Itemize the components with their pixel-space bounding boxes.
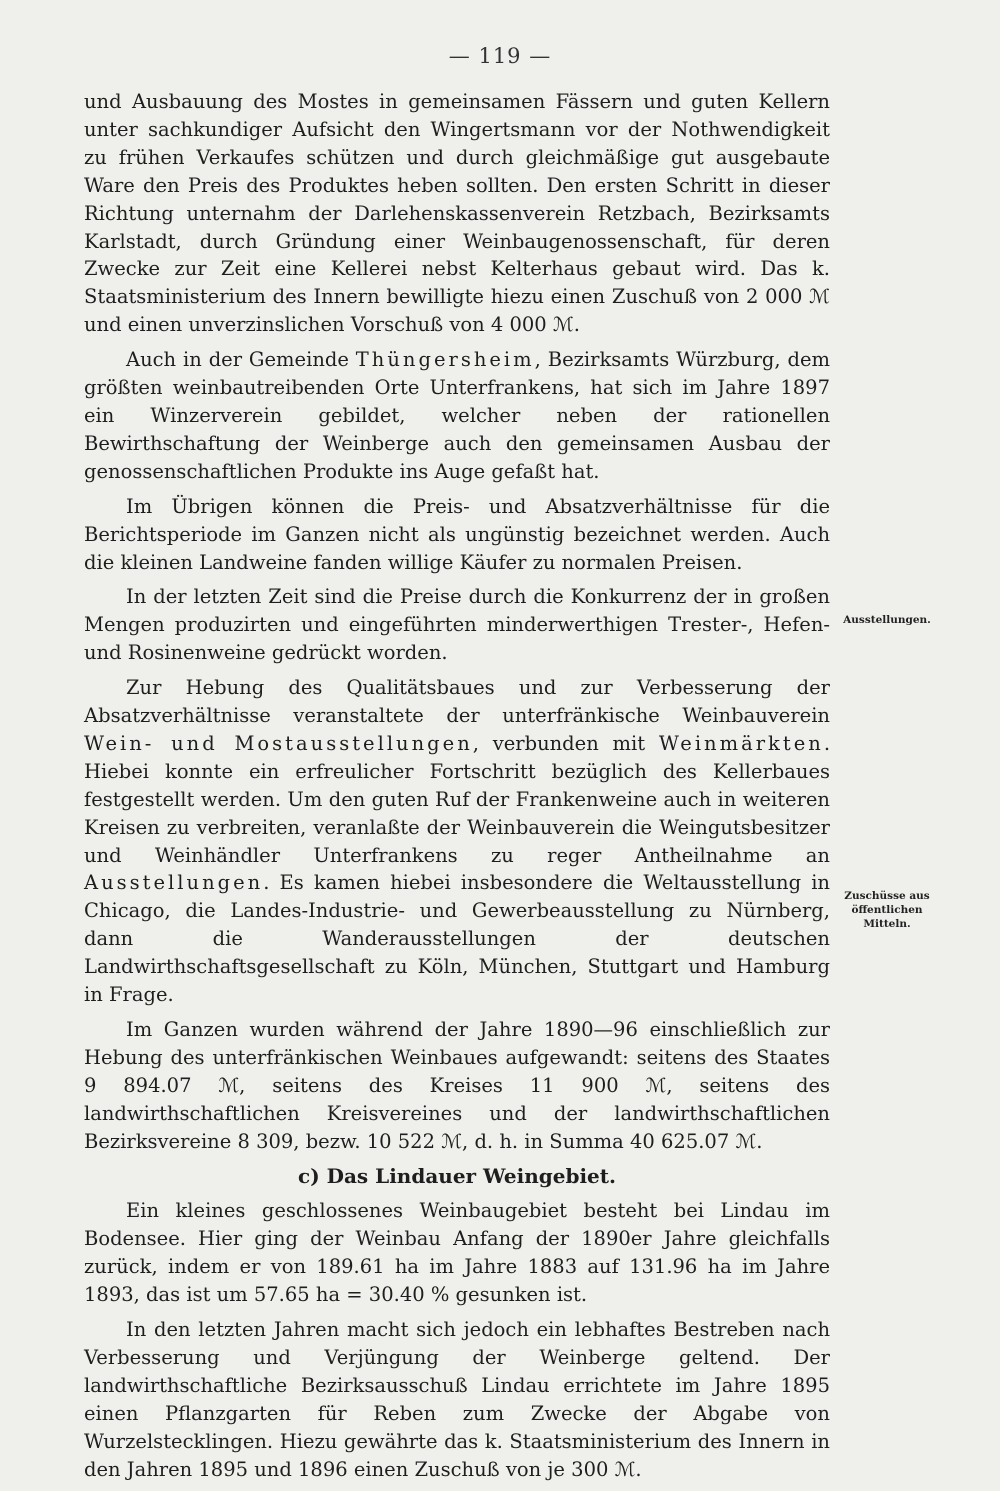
marginal-note: Ausstellungen. [843,614,931,626]
body-text [84,88,830,1491]
text-run: . Es kamen hiebei insbesondere die Weltausstellung in Chicago, die Landes-Industrie- und Gewerbeausstellung zu Nürnberg, dann die Wanderausstellungen der deutschen Landwirthschaftsgesellschaft zu Köln, München, Stuttgart und Hamburg in Frage. [84,871,830,1007]
marginal-note-line: Mitteln. [863,918,911,930]
paragraph [84,674,830,1009]
text-run: Auch in der Gemeinde [126,348,356,372]
text-run: , verbunden mit [472,731,659,755]
emphasized-term: Weinmärkten [658,731,824,755]
text-run: . Hiebei konnte ein erfreulicher Fortschritt bezüglich des Kellerbaues festgestellt werden. Um den guten Ruf der Frankenweine auch in weiteren Kreisen zu verbreiten, veranlaßte der Weinbauverein die Weingutsbesitzer und Weinhändler Unterfrankens zu reger Antheilnahme an [84,731,831,867]
paragraph: In der letzten Zeit sind die Preise durch die Konkurrenz der in großen Mengen produzirten und eingeführten minderwerthigen Trester-, Hefen- und Rosinenweine gedrückt worden. [84,585,830,665]
page-number: — 119 — [448,44,552,68]
marginal-note-line: Zuschüsse aus [844,890,930,902]
emphasized-place-name: Thüngersheim [355,348,535,372]
paragraph: Ein kleines geschlossenes Weinbaugebiet besteht bei Lindau im Bodensee. Hier ging der Weinbau Anfang der 1890er Jahre gleichfalls zurück, indem er von 189.61 ha im Jahre 1883 auf 131.96 ha im Jahre 1893, das ist um 57.65 ha = 30.40 % gesunken ist. [84,1199,830,1307]
text-run: Zur Hebung des Qualitätsbaues und zur Verbesserung der Absatzverhältnisse veranstaltete der unterfränkische Weinbauverein [84,676,830,728]
marginal-note [832,889,942,931]
marginal-note-line: öffentlichen [851,904,923,916]
paragraph: und Ausbauung des Mostes in gemeinsamen Fässern und guten Kellern unter sachkundiger Aufsicht den Wingertsmann vor der Nothwendigkeit zu frühen Verkaufes schützen und durch gleichmäßige gut ausgebaute Ware den Preis des Produktes heben sollten. Den ersten Schritt in dieser Richtung unternahm der Darlehenskassenverein Retzbach, Bezirksamts Karlstadt, durch Gründung einer Weinbaugenossenschaft, für deren Zwecke zur Zeit eine Kellerei nebst Kelterhaus gebaut wird. Das k. Staatsministerium des Innern bewilligte hiezu einen Zuschuß von 2 000 ℳ und einen unverzinslichen Vorschuß von 4 000 ℳ. [84,90,830,337]
emphasized-term: Wein- und Mostausstellungen [84,731,473,755]
section-heading: c) Das Lindauer Weingebiet. [298,1163,616,1188]
text-run: , Bezirksamts Würzburg, dem größten weinbautreibenden Orte Unterfrankens, hat sich im Jahre 1897 ein Winzerverein gebildet, welcher neben der rationellen Bewirthschaftung der Weinberge auch den gemeinsamen Ausbau der genossenschaftlichen Produkte ins Auge gefaßt hat. [84,348,830,483]
paragraph: Im Übrigen können die Preis- und Absatzverhältnisse für die Berichtsperiode im Ganzen nicht als ungünstig bezeichnet werden. Auch die kleinen Landweine fanden willige Käufer zu normalen Preisen. [84,494,830,574]
paragraph: Im Ganzen wurden während der Jahre 1890—96 einschließlich zur Hebung des unterfränkischen Weinbaues aufgewandt: seitens des Staates 9 894.07 ℳ, seitens des Kreises 11 900 ℳ, seitens des landwirthschaftlichen Kreisvereines und der landwirthschaftlichen Bezirksvereine 8 309, bezw. 10 522 ℳ, d. h. in Summa 40 625.07 ℳ. [84,1018,830,1153]
paragraph: In den letzten Jahren macht sich jedoch ein lebhaftes Bestreben nach Verbesserung und Verjüngung der Weinberge geltend. Der landwirthschaftliche Bezirksausschuß Lindau errichtete im Jahre 1895 einen Pflanzgarten für Reben zum Zwecke der Abgabe von Wurzelstecklingen. Hiezu gewährte das k. Staatsministerium des Innern in den Jahren 1895 und 1896 einen Zuschuß von je 300 ℳ. [84,1318,830,1481]
emphasized-term: Ausstellungen [84,871,264,895]
paragraph [84,346,830,486]
